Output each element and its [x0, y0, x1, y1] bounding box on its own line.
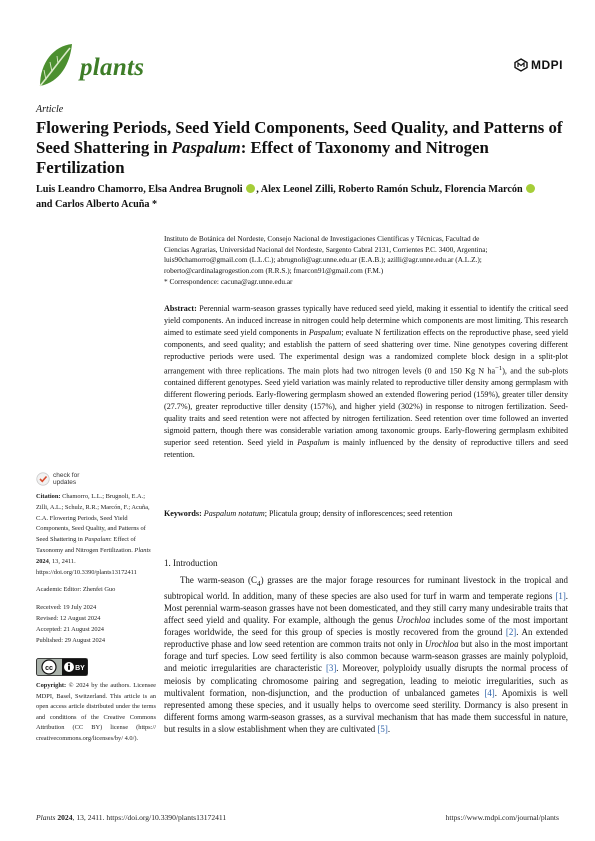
author-name: Alex Leonel Zilli	[260, 184, 334, 195]
citation-info: Citation: Chamorro, L.L.; Brugnoli, E.A.; Zilli, A.L.; Schulz, R.R.; Marcón, F.; Acuña, C.A. Flowering Periods, Seed Yield Components, Seed Quality, and Patterns of Seed Shattering in Paspalum: Effect of Taxonomy and Nitrogen Fertilization. Plants 2024, 13, 2411. https://doi.org/10.3390/plants13172411	[36, 493, 151, 576]
author-name: Luis Leandro Chamorro	[36, 184, 144, 195]
citation-link[interactable]: [3]	[325, 663, 337, 674]
author-name: and Carlos Alberto Acuña	[36, 199, 150, 210]
footer-journal-url[interactable]: https://www.mdpi.com/journal/plants	[445, 813, 559, 822]
publication-dates: Received: 19 July 2024 Revised: 12 August 2024 Accepted: 21 August 2024 Published: 29 August 2024	[36, 604, 106, 644]
footer-citation: Plants 2024, 13, 2411. https://doi.org/10.3390/plants13172411	[36, 813, 227, 822]
orcid-icon[interactable]	[246, 184, 255, 193]
article-sidebar	[36, 492, 156, 653]
citation-link[interactable]: [4]	[484, 687, 495, 698]
publisher-logo	[514, 58, 563, 72]
svg-text:cc: cc	[45, 665, 53, 672]
publisher-name: MDPI	[531, 58, 563, 72]
introduction-paragraph: The warm-season $(C_4)$ grasses are the major forage resources for ruminant livestock in the tropical and subtropical world. In addition, many of these species are also used for turf in warm and temperate regions [1]. Most perennial warm-season grasses have not been domesticated, and they still carry many undesirable traits that affect seed yield and quality. For example, although the genus Urochloa includes some of the most important forages worldwide, the seed for this group of species is mostly recovered from the ground [2]. An extended reproductive phase and low seed retention are common traits not only in Urochloa but also in the most important forage and turf species. Low seed fertility is also common because warm-season grasses are mainly polyploid, and meiotic irregularities are characteristic [3]. Moreover, polyploidy usually disrupts the normal process of meiosis by complicating chromosome pairing and segregation, leading to meiotic irregularities, such as multivalent formation, non-disjunction, and the production of unbalanced gametes [4]. Apomixis is well represented among these species, and it usually helps to overcome seed sterility. Dormancy is also present in different forms among warm-season grasses, as a survival mechanism that has made them successful in nature, but results in a slow establishment when they are cultivated [5].	[164, 575, 568, 734]
citation-link[interactable]: [2]	[505, 627, 517, 638]
cc-by-license-icon[interactable]	[36, 658, 88, 676]
author-list: Luis Leandro Chamorro, Elsa Andrea Brugnoli , Alex Leonel Zilli, Roberto Ramón Schulz, Florencia Marcón and Carlos Alberto Acuña *	[36, 182, 566, 212]
section-heading: 1. Introduction	[164, 558, 218, 568]
abstract: Abstract: Perennial warm-season grasses typically have reduced seed yield, making it essential to identify the critical seed yield components. An induced increase in nitrogen could help determine which components are most limiting. This research aimed to estimate seed yield components in Paspalum; evaluate N fertilization effects on the reproductive phase, seed yield components, and seed quality; and establish the pattern of seed shattering over time. Nine genotypes covering different reproductive periods were used. The experimental design was a randomized complete block design in a split-plot arrangement with three replications. The main plots had two nitrogen levels (0 and 150 Kg N $ha^{-1}$), and the sub-plots contained different genotypes. Seed yield variation was mainly related to reproductive tiller density among germplasm with different flowering periods. Early-flowering germplasm showed an extended flowering period (159%), greater tiller density (27.7%), greater reproductive tiller density (157%), and higher yield (302%) in response to nitrogen fertilization. Seed-quality traits and seed retention were not affected by nitrogen fertilization. Seed retention over time followed an inverted sigmoid pattern, though there was considerable variation among taxonomic groups. Early-flowering germplasm exhibited superior seed retention. Seed yield in Paspalum is mainly influenced by the density of reproductive tillers and seed retention.	[164, 304, 569, 459]
correspondence: * Correspondence: cacuna@agr.unne.edu.ar	[164, 277, 293, 286]
check-for-updates-button[interactable]: check for updates	[36, 472, 79, 486]
orcid-icon[interactable]	[526, 184, 535, 193]
author-name: Elsa Andrea Brugnoli	[148, 184, 243, 195]
paper-title: Flowering Periods, Seed Yield Components, Seed Quality, and Patterns of Seed Shattering in Paspalum: Effect of Taxonomy and Nitrogen Fertilization	[36, 118, 563, 177]
author-name: Florencia Marcón	[444, 184, 523, 195]
article-type: Article	[36, 104, 64, 115]
copyright-notice: Copyright: © 2024 by the authors. Licensee MDPI, Basel, Switzerland. This article is an open access article distributed under the terms and conditions of the Creative Commons Attribution (CC BY) license (https:// creativecommons.org/licenses/by/ 4.0/).	[36, 682, 156, 742]
leaf-logo-icon	[36, 42, 74, 92]
svg-text:BY: BY	[75, 665, 85, 672]
keywords: Keywords: Paspalum notatum; Plicatula group; density of inflorescences; seed retention	[164, 509, 453, 518]
journal-name: plants	[80, 54, 145, 81]
author-name: Roberto Ramón Schulz	[338, 184, 440, 195]
mdpi-icon	[514, 58, 528, 72]
affiliation: Instituto de Botánica del Nordeste, Consejo Nacional de Investigaciones Científicas y Técnicas, Facultad de Ciencias Agrarias, Universidad Nacional del Nordeste, Sargento Cabral 2131, Corrientes P.C. 3400, Argentina; luis90chamorro@gmail.com (L.L.C.); abrugnoli@agr.unne.edu.ar (E.A.B.); azilli@agr.unne.edu.ar (A.L.Z.); roberto@cardinalagrogestion.com (R.R.S.); fmarcon91@gmail.com (F.M.)	[164, 234, 488, 275]
citation-link[interactable]: [5]	[377, 723, 388, 734]
citation-link[interactable]: [1]	[555, 590, 566, 601]
check-updates-icon	[36, 472, 50, 486]
academic-editor: Academic Editor: Zhenfei Guo	[36, 586, 116, 594]
